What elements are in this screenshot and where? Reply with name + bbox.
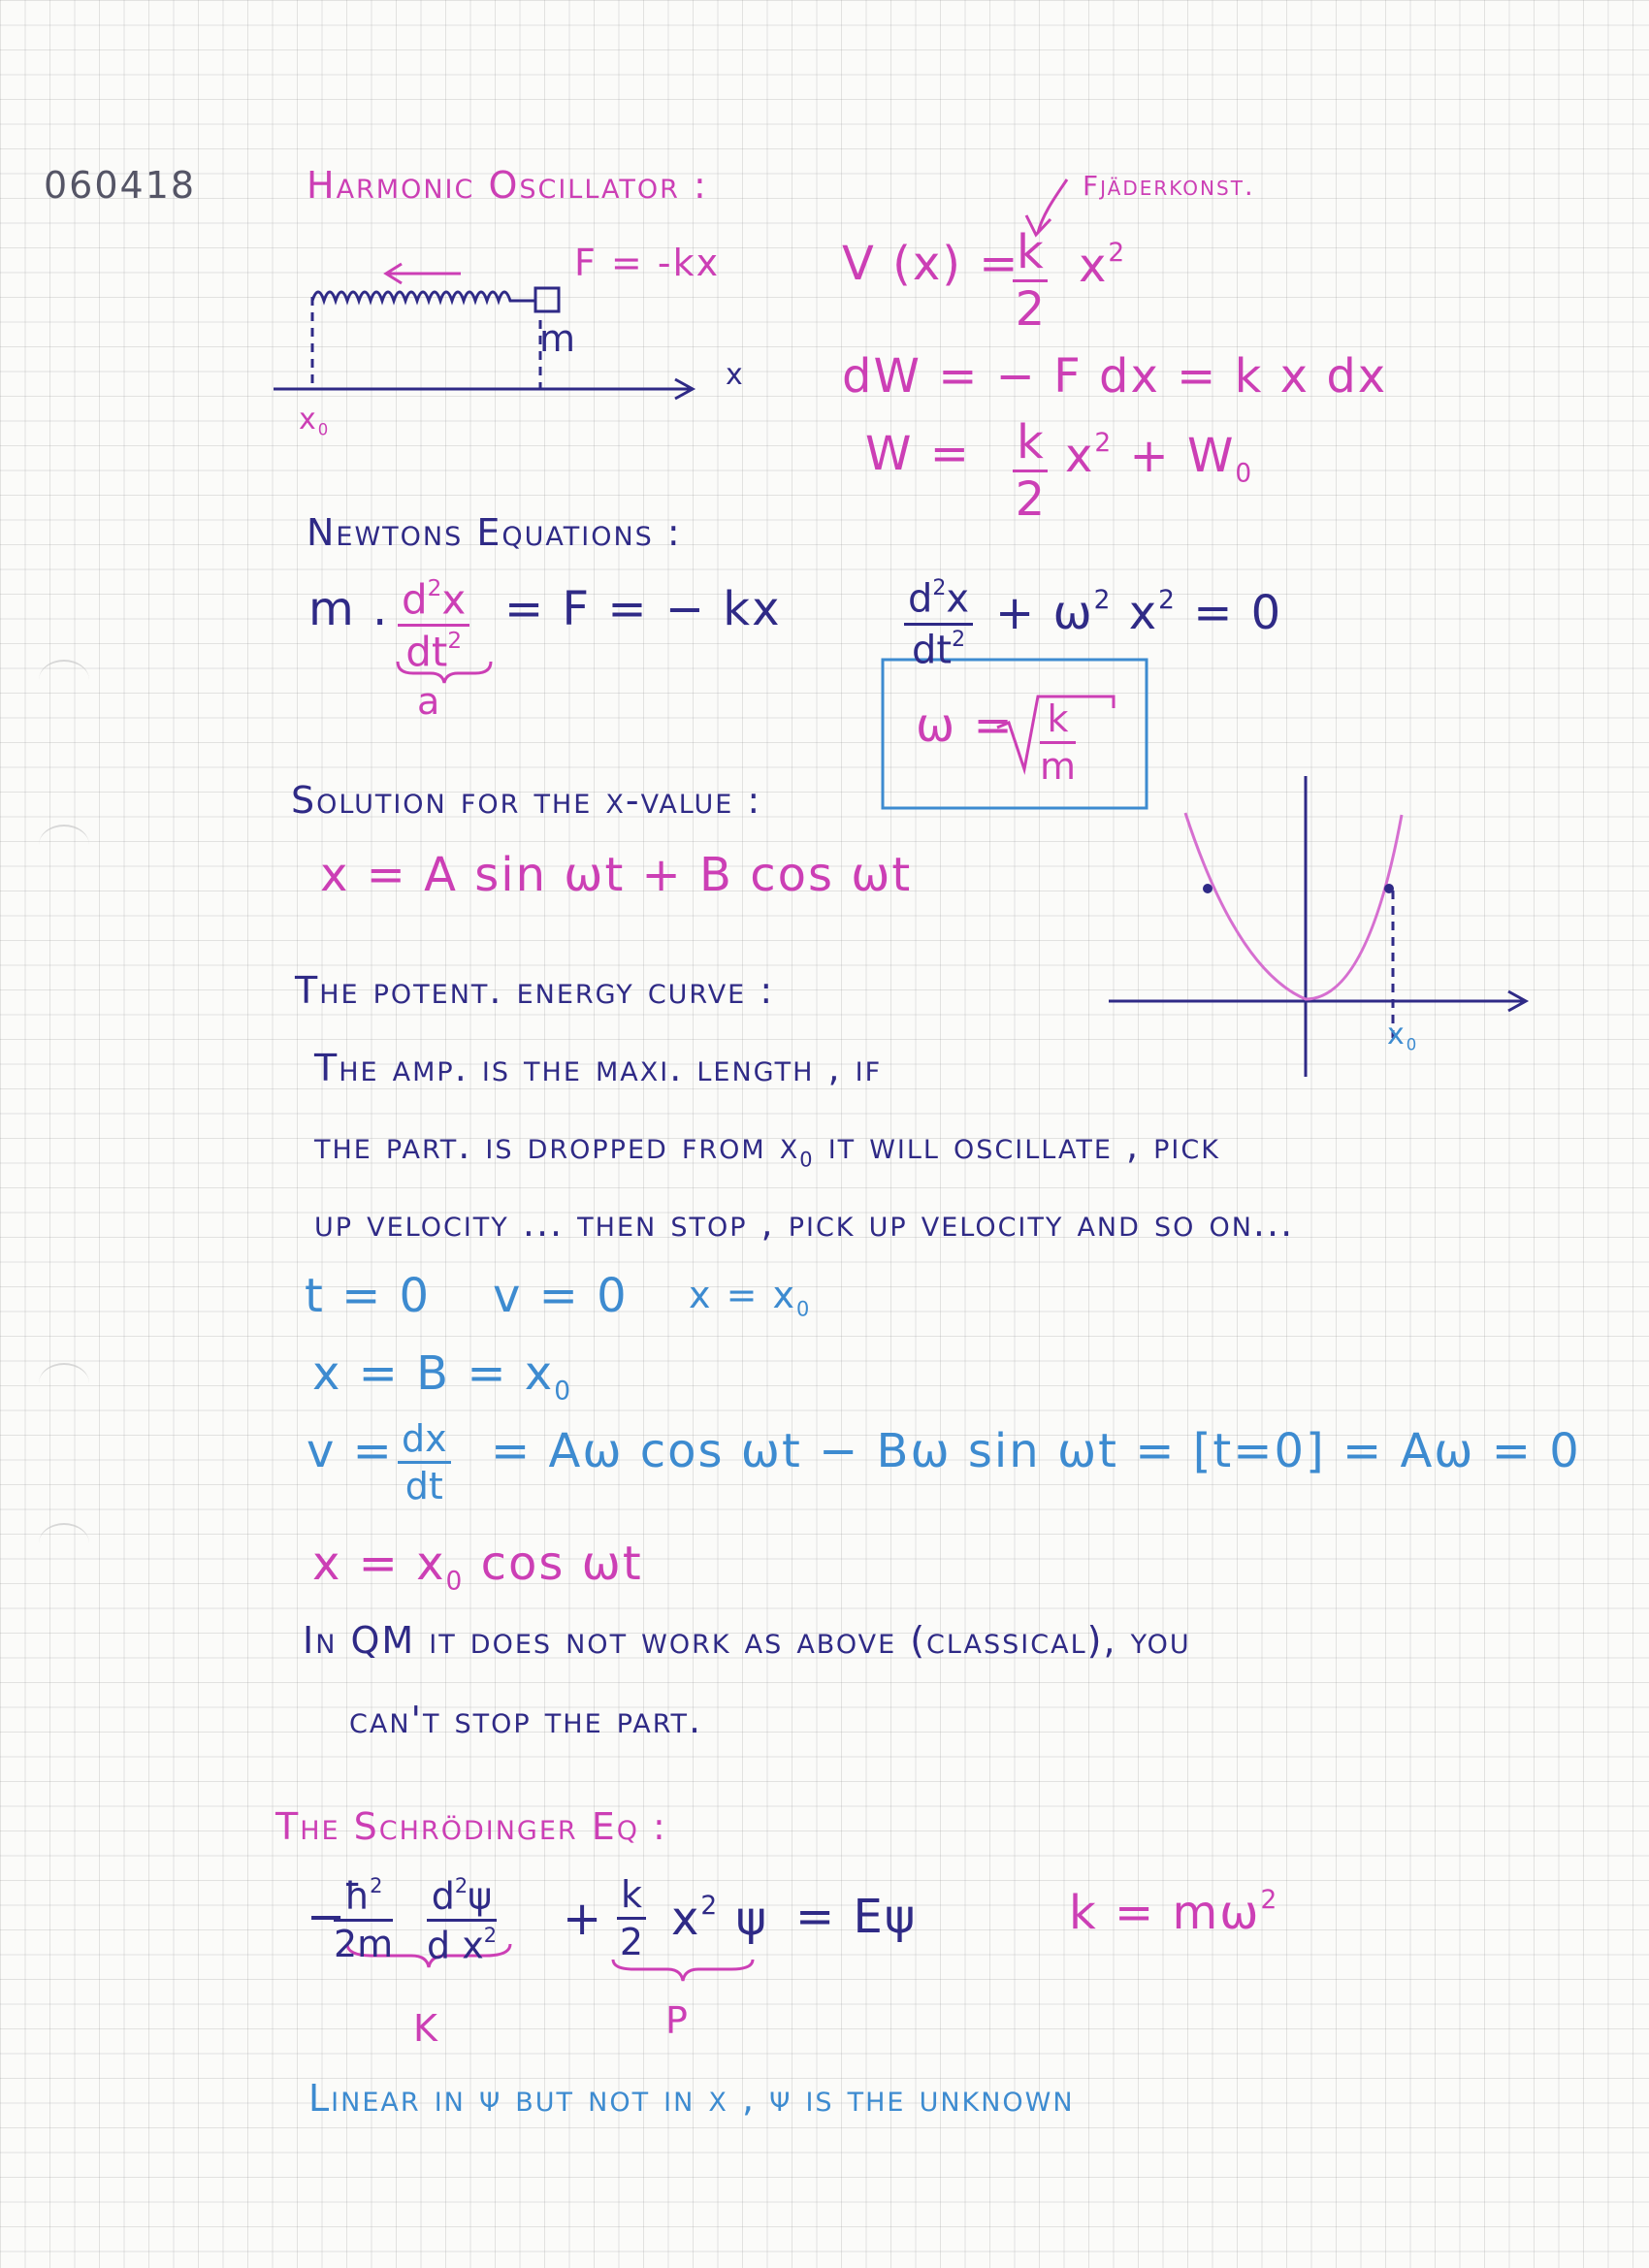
annotation-label: Fjäderkonst. <box>1083 170 1255 202</box>
potential-fraction: $\frac{k}{2}$ <box>1013 229 1048 333</box>
qm-line-1: In QM it does not work as above (classical), you <box>303 1619 1191 1662</box>
omega-fraction: $\frac{k}{m}$ <box>1040 697 1077 788</box>
newton-heading: Newtons Equations : <box>307 511 682 554</box>
label-p: P <box>665 1999 690 2042</box>
force-arrow <box>386 264 461 283</box>
force-label: F = -kx <box>574 242 721 284</box>
init-xb: $x = B = x_0$ <box>312 1346 573 1407</box>
curve-heading: The potent. energy curve : <box>295 969 775 1012</box>
velocity-fraction: $\frac{dx}{dt}$ <box>398 1420 451 1505</box>
label-k: K <box>413 2007 439 2050</box>
footer-line: Linear in ψ but not in x , ψ is the unknown <box>308 2077 1075 2120</box>
potential-var: $x^2$ <box>1079 238 1127 294</box>
velocity-rhs: = Aω cos ωt − Bω sin ωt = [t=0] = Aω = 0 <box>491 1424 1581 1478</box>
schrodinger-heading: The Schrödinger Eq : <box>275 1805 667 1848</box>
newton-under-label: a <box>417 680 442 723</box>
solution-equation: x = A sin ωt + B cos ωt <box>320 848 913 902</box>
init-v: v = 0 <box>493 1269 629 1323</box>
work-lhs: W = <box>865 427 971 481</box>
omega-lhs: ω = <box>916 698 1015 753</box>
potential-lhs: V (x) = <box>842 237 1020 291</box>
sch-term-1: $\frac{ħ^2}{2m}$ <box>334 1874 394 1965</box>
curve-x0: $x_0$ <box>1387 1018 1419 1054</box>
sch-minus: − <box>307 1890 348 1944</box>
work-tail: $x^2 + W_0$ <box>1065 428 1254 489</box>
solution-heading: Solution for the x-value : <box>291 779 762 822</box>
de-fraction: $\frac{d^2x}{dt^2}$ <box>904 578 973 669</box>
mass-label: m <box>539 317 578 360</box>
text-line-3: up velocity ... then stop , pick up velocity and so on... <box>314 1202 1295 1245</box>
sch-rhs: = Eψ <box>795 1890 918 1944</box>
text-line-2: the part. is dropped from $x_0$ it will oscillate , pick <box>314 1124 1220 1172</box>
page-date: 060418 <box>44 164 197 207</box>
init-x: $x = x_0$ <box>689 1274 812 1321</box>
sch-plus: + <box>563 1892 604 1946</box>
curve-point-left <box>1203 884 1212 893</box>
velocity-lhs: v = <box>307 1424 394 1478</box>
work-line: dW = − F dx = k x dx <box>842 349 1388 404</box>
work-fraction: $\frac{k}{2}$ <box>1013 419 1048 523</box>
x-final: $x = x_0$ cos ωt <box>312 1537 643 1597</box>
origin-label: $x_0$ <box>299 403 331 439</box>
axis-label: x <box>726 358 745 392</box>
sch-term-3-var: $x^2$ ψ <box>671 1891 769 1947</box>
newton-m: m . <box>308 582 390 636</box>
de-tail: + $\omega^2$ $x^2 = 0$ <box>995 585 1283 641</box>
potential-curve <box>1185 813 1402 999</box>
spring-diagram <box>274 288 693 399</box>
sch-term-3: $\frac{k}{2}$ <box>617 1876 646 1960</box>
qm-line-2: can't stop the part. <box>349 1699 703 1741</box>
sch-term-2: $\frac{d^2\psi}{d x^2}$ <box>427 1874 497 1967</box>
newton-rhs: = F = − kx <box>504 582 782 636</box>
title-heading: Harmonic Oscillator : <box>307 164 708 207</box>
potential-graph <box>1109 776 1526 1077</box>
newton-fraction: $\frac{d^2x}{dt^2}$ <box>398 578 469 673</box>
k-relation: $k = m\omega^2$ <box>1069 1885 1279 1941</box>
curve-point-right <box>1384 884 1394 893</box>
text-line-1: The amp. is the maxi. length , if <box>314 1047 883 1089</box>
init-t: t = 0 <box>305 1269 432 1323</box>
